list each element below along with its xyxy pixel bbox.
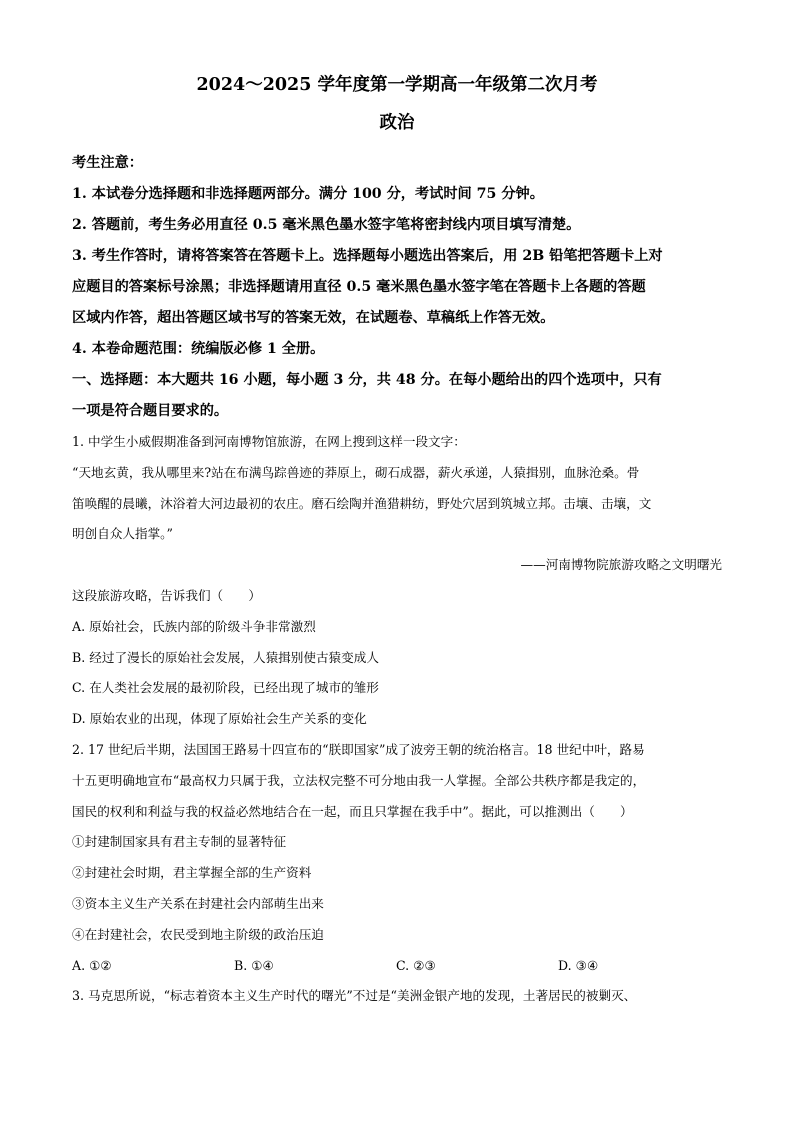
section-heading: 一、选择题：本大题共 16 小题，每小题 3 分，共 48 分。在每小题给出的四个选项中，只有 <box>72 372 662 388</box>
option-a: A. 原始社会，氏族内部的阶级斗争非常激烈 <box>72 618 316 634</box>
option-d: D. ③④ <box>558 957 599 973</box>
question-stem: 2. 17 世纪后半期，法国国王路易十四宣布的“朕即国家”成了波旁王朝的统治格言。18 世纪中叶，路易 <box>72 741 645 757</box>
question-ask: 这段旅游攻略，告诉我们（ ） <box>72 587 261 603</box>
question-stem: 1. 中学生小威假期准备到河南博物馆旅游，在网上搜到这样一段文字： <box>72 434 466 449</box>
question-quote: “天地玄黄，我从哪里来?站在布满鸟踪兽迹的莽原上，砌石成器，薪火承递，人猿揖别，血脉沧桑。骨 <box>72 464 640 480</box>
section-heading: 一项是符合题目要求的。 <box>72 403 229 419</box>
notice-item: 应题目的答案标号涂黑；非选择题请用直径 0.5 毫米黑色墨水签字笔在答题卡上各题的答题 <box>72 279 646 295</box>
exam-page <box>72 70 722 1012</box>
question-stem: 3. 马克思所说，“标志着资本主义生产时代的曙光”不过是“美洲金银产地的发现，土著居民的被剿灭、 <box>72 988 637 1004</box>
statement-item: ②封建社会时期，君主掌握全部的生产资料 <box>72 865 312 881</box>
question-1 <box>72 427 722 735</box>
statement-item: ①封建制国家具有君主专制的显著特征 <box>72 834 287 850</box>
notice-item: 2. 答题前，考生务必用直径 0.5 毫米黑色墨水签字笔将密封线内项目填写清楚。 <box>72 217 581 233</box>
question-3 <box>72 981 722 1012</box>
option-b: B. ①④ <box>234 957 274 973</box>
statement-item: ③资本主义生产关系在封建社会内部萌生出来 <box>72 895 324 911</box>
question-quote: 明创自众人指掌。” <box>72 526 173 542</box>
exam-subject: 政治 <box>379 113 415 133</box>
option-c: C. ②③ <box>396 957 436 973</box>
exam-notice <box>72 148 722 427</box>
notice-heading: 考生注意： <box>72 155 143 171</box>
option-d: D. 原始农业的出现，体现了原始社会生产关系的变化 <box>72 711 367 727</box>
question-quote: 笛唤醒的晨曦，沐浴着大河边最初的农庄。磨石绘陶并渔猎耕纺，野处穴居到筑城立邦。击壤、击壤，文 <box>72 495 652 511</box>
exam-title: 2024～2025 学年度第一学期高一年级第二次月考 <box>196 75 598 95</box>
question-stem: 十五更明确地宣布“最高权力只属于我，立法权完整不可分地由我一人掌握。全部公共秩序都是我定的， <box>72 772 646 788</box>
statement-item: ④在封建社会，农民受到地主阶级的政治压迫 <box>72 926 324 942</box>
notice-item: 3. 考生作答时，请将答案答在答题卡上。选择题每小题选出答案后，用 2B 铅笔把答题卡上对 <box>72 248 663 264</box>
option-row <box>72 951 722 982</box>
question-stem: 国民的权利和利益与我的权益必然地结合在一起，而且只掌握在我手中”。据此，可以推测出（ ） <box>72 803 633 819</box>
notice-item: 1. 本试卷分选择题和非选择题两部分。满分 100 分，考试时间 75 分钟。 <box>72 186 544 202</box>
notice-item: 4. 本卷命题范围：统编版必修 1 全册。 <box>72 341 325 357</box>
question-2 <box>72 735 722 981</box>
quote-source: ——河南博物院旅游攻略之文明曙光 <box>520 557 722 573</box>
notice-item: 区域内作答，超出答题区域书写的答案无效，在试题卷、草稿纸上作答无效。 <box>72 310 555 326</box>
option-c: C. 在人类社会发展的最初阶段，已经出现了城市的雏形 <box>72 680 379 696</box>
option-b: B. 经过了漫长的原始社会发展，人猿揖别使古猿变成人 <box>72 649 379 665</box>
option-a: A. ①② <box>72 957 112 973</box>
